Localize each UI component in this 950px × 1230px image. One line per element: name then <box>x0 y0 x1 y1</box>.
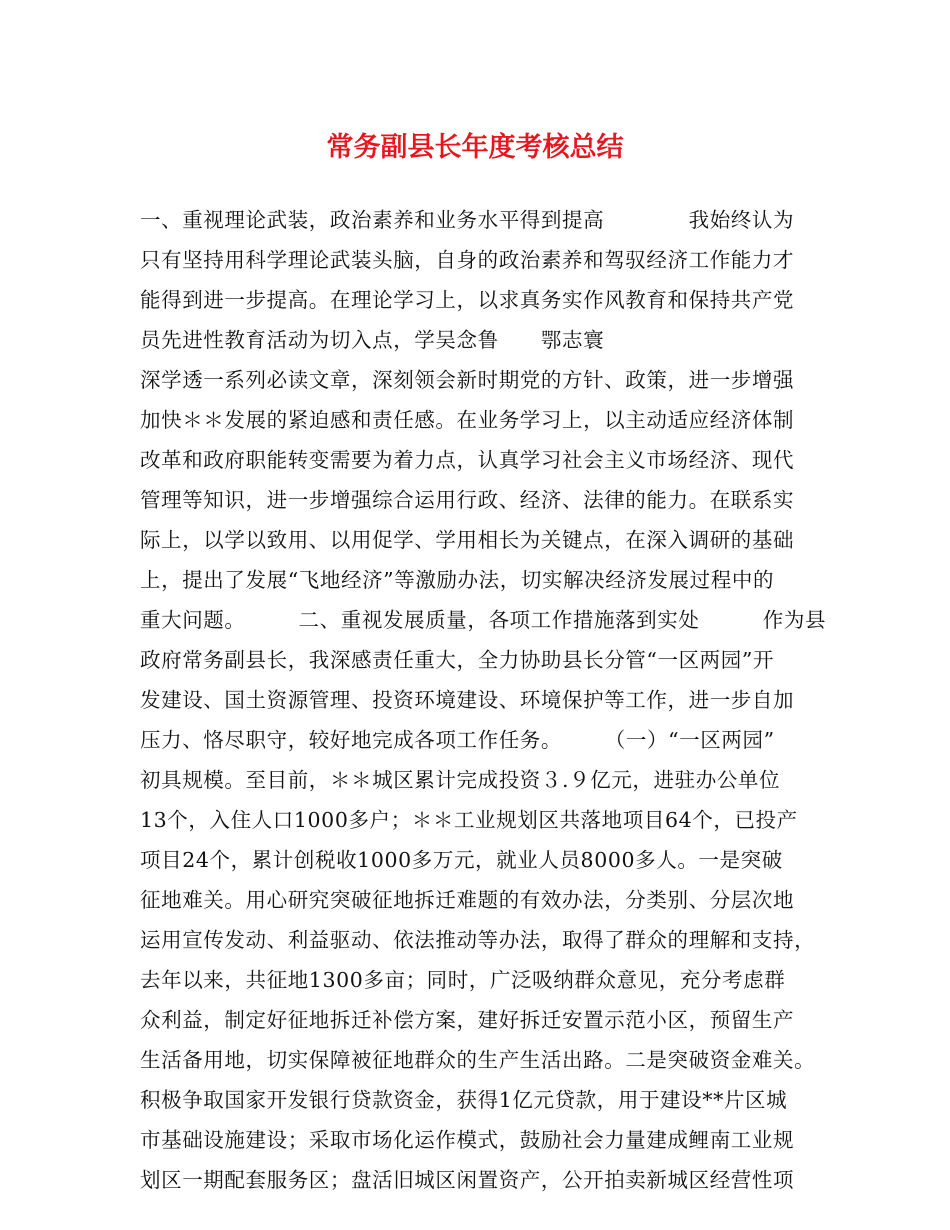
document-body <box>140 200 830 1200</box>
document-text-line: 际上，以学以致用、以用促学、学用相长为关键点，在深入调研的基础 <box>140 528 795 552</box>
document-text-line: 政府常务副县长，我深感责任重大，全力协助县长分管“一区两园”开 <box>140 648 775 672</box>
document-text-line: 一、重视理论武装，政治素养和业务水平得到提高 我始终认为 <box>140 208 795 232</box>
document-text-line: 压力、恪尽职守，较好地完成各项工作任务。 （一）“一区两园” <box>140 728 775 752</box>
document-text-line: 深学透一系列必读文章，深刻领会新时期党的方针、政策，进一步增强 <box>140 368 795 392</box>
document-text-line: 生活备用地，切实保障被征地群众的生产生活出路。二是突破资金难关。 <box>140 1048 816 1072</box>
document-text-line: 13个，入住人口1000多户；＊＊工业规划区共落地项目64个，已投产 <box>140 808 798 832</box>
document-text-line: 初具规模。至目前，＊＊城区累计完成投资３.９亿元，进驻办公单位 <box>140 768 781 792</box>
document-text-line: 管理等知识，进一步增强综合运用行政、经济、法律的能力。在联系实 <box>140 488 795 512</box>
document-text-line: 征地难关。用心研究突破征地拆迁难题的有效办法，分类别、分层次地 <box>140 888 795 912</box>
document-text-line: 众利益，制定好征地拆迁补偿方案，建好拆迁安置示范小区，预留生产 <box>140 1008 795 1032</box>
document-text-line: 项目24个，累计创税收1000多万元，就业人员8000多人。一是突破 <box>140 848 783 872</box>
document-text-line: 运用宣传发动、利益驱动、依法推动等办法，取得了群众的理解和支持， <box>140 928 816 952</box>
document-text-line: 重大问题。 二、重视发展质量，各项工作措施落到实处 作为县 <box>140 608 827 632</box>
document-text-line: 能得到进一步提高。在理论学习上，以求真务实作风教育和保持共产党 <box>140 288 795 312</box>
document-text-line: 上，提出了发展“飞地经济”等激励办法，切实解决经济发展过程中的 <box>140 568 775 592</box>
document-text-line: 发建设、国土资源管理、投资环境建设、环境保护等工作，进一步自加 <box>140 688 795 712</box>
document-text-line: 员先进性教育活动为切入点，学吴念鲁 鄂志寰 <box>140 328 605 352</box>
document-text-line: 加快＊＊发展的紧迫感和责任感。在业务学习上，以主动适应经济体制 <box>140 408 795 432</box>
document-text-line: 积极争取国家开发银行贷款资金，获得1亿元贷款，用于建设**片区城 <box>140 1088 788 1112</box>
document-text-line: 去年以来，共征地1300多亩；同时，广泛吸纳群众意见，充分考虑群 <box>140 968 786 992</box>
document-text-line: 市基础设施建设；采取市场化运作模式，鼓励社会力量建成鲤南工业规 <box>140 1128 795 1152</box>
document-title: 常务副县长年度考核总结 <box>326 132 624 163</box>
document-text-line: 只有坚持用科学理论武装头脑，自身的政治素养和驾驭经济工作能力才 <box>140 248 795 272</box>
document-text-line: 划区一期配套服务区；盘活旧城区闲置资产，公开拍卖新城区经营性项 <box>140 1168 795 1192</box>
document-text-line: 改革和政府职能转变需要为着力点，认真学习社会主义市场经济、现代 <box>140 448 795 472</box>
